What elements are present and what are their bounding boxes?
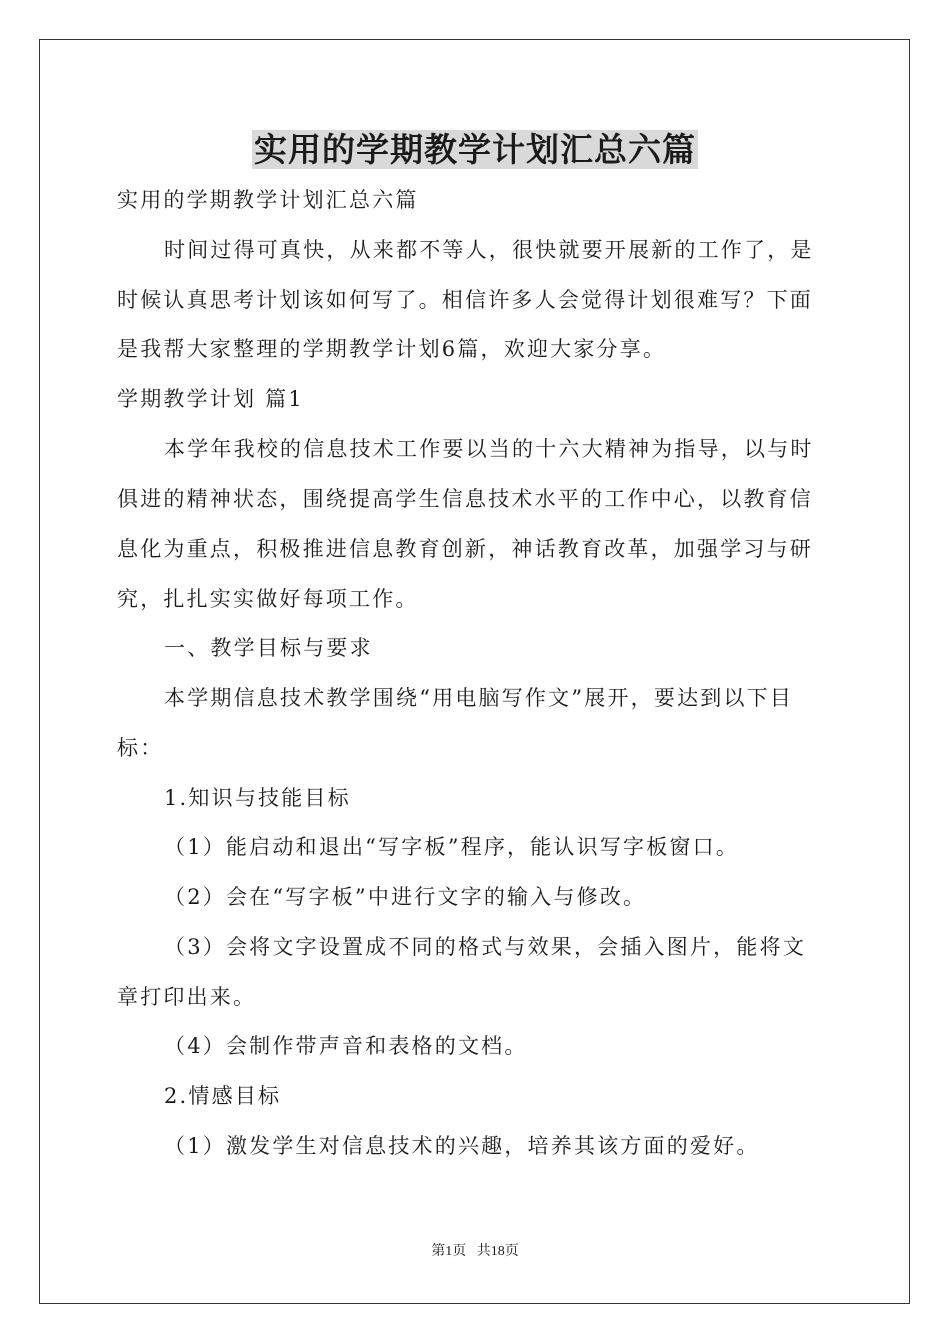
text-line: 学期教学计划 篇1 [117, 387, 304, 411]
text-line: （1）能启动和退出“写字板”程序，能认识写字板窗口。 [164, 835, 740, 859]
page-footer: 第1页 共18页 [431, 1244, 519, 1259]
text-line: 究，扎扎实实做好每项工作。 [117, 587, 419, 611]
text-line: （1）激发学生对信息技术的兴趣，培养其该方面的爱好。 [164, 1134, 760, 1158]
text-line: 一、教学目标与要求 [164, 636, 373, 660]
text-line: （3）会将文字设置成不同的格式与效果，会插入图片，能将文 [164, 935, 806, 959]
text-line: 本学期信息技术教学围绕“用电脑写作文”展开，要达到以下目 [164, 686, 794, 710]
text-line: 实用的学期教学计划汇总六篇 [117, 188, 419, 212]
text-line: （4）会制作带声音和表格的文档。 [164, 1034, 528, 1058]
text-line: 1.知识与技能目标 [164, 786, 351, 810]
page-border [39, 39, 910, 1304]
text-line: 章打印出来。 [117, 985, 257, 1009]
document-title: 实用的学期教学计划汇总六篇 [254, 130, 696, 169]
text-line: 息化为重点，积极推进信息教育创新，神话教育改革，加强学习与研 [117, 537, 813, 561]
text-line: 是我帮大家整理的学期教学计划6篇，欢迎大家分享。 [117, 337, 667, 361]
text-line: 时间过得可真快，从来都不等人，很快就要开展新的工作了，是 [164, 238, 814, 262]
text-line: 俱进的精神状态，围绕提高学生信息技术水平的工作中心，以教育信 [117, 487, 813, 511]
text-line: 时候认真思考计划该如何写了。相信许多人会觉得计划很难写？下面 [117, 288, 813, 312]
text-line: （2）会在“写字板”中进行文字的输入与修改。 [164, 885, 647, 909]
text-line: 2.情感目标 [164, 1084, 282, 1108]
text-line: 本学年我校的信息技术工作要以当的十六大精神为指导，以与时 [164, 437, 814, 461]
text-line: 标： [117, 736, 164, 760]
